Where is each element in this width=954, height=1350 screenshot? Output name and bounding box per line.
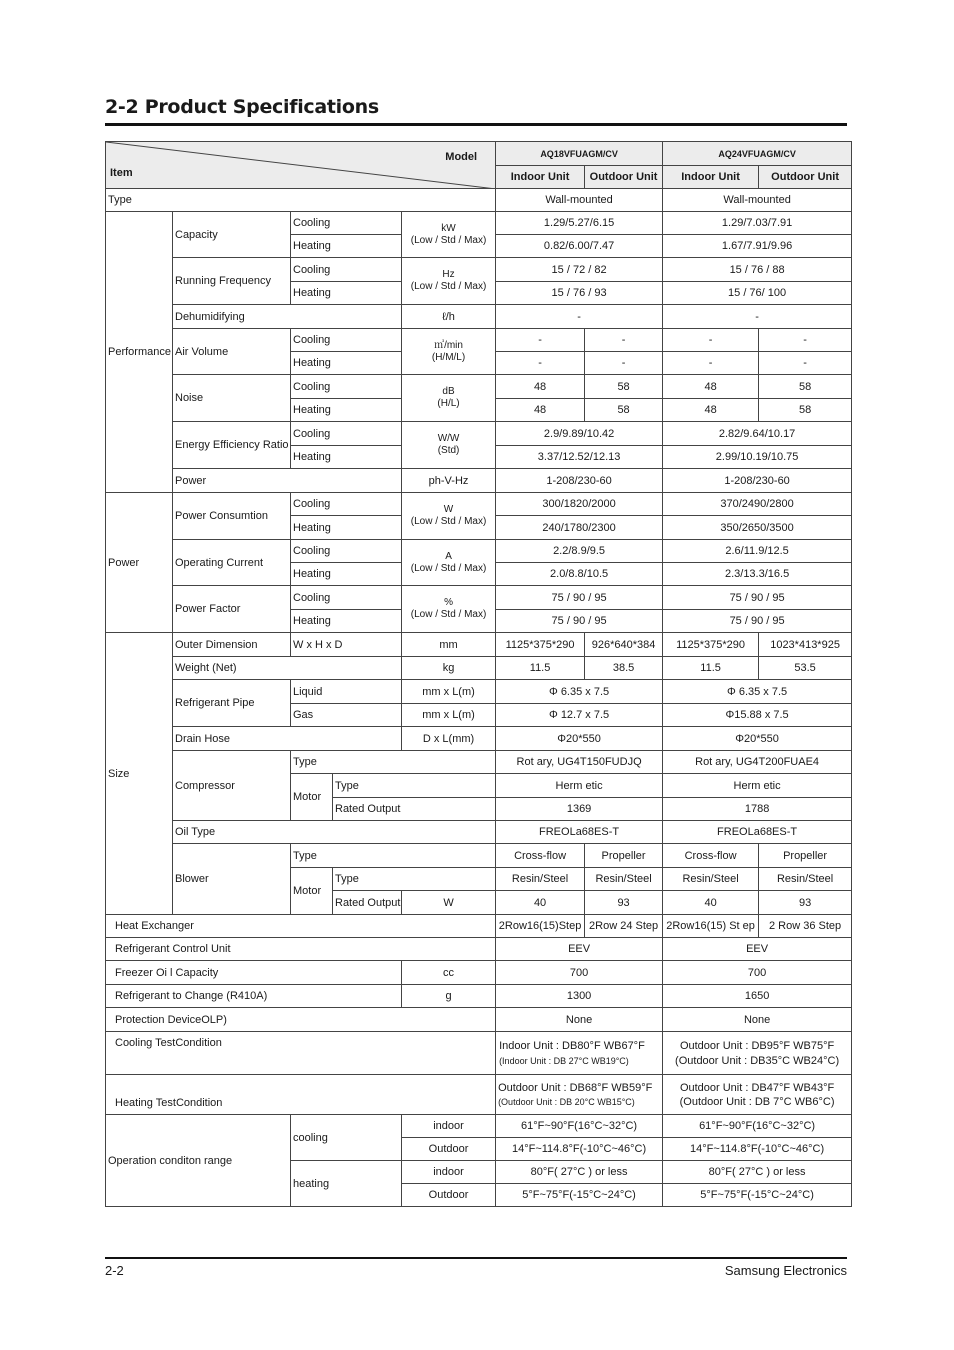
unit-cell — [402, 212, 496, 258]
mode-cooling: Cooling — [291, 375, 402, 399]
unit-sub: (Low / Std / Max) — [410, 562, 487, 574]
cell-value: Rot ary, UG4T150FUDJQ — [496, 751, 663, 774]
cell-value: 300/1820/2000 — [496, 493, 663, 516]
cell-value: 11.5 — [496, 657, 585, 680]
mode-heating: Heating — [291, 399, 402, 422]
unit-text: ph-V-Hz — [402, 469, 496, 493]
cell-value: 93 — [759, 891, 852, 915]
cell-value: - — [663, 305, 852, 329]
unit-text: mm — [402, 633, 496, 657]
unit-sub: (Low / Std / Max) — [410, 234, 487, 246]
unit-cell — [402, 258, 496, 305]
unit-text: ㎥/min — [434, 339, 463, 351]
unit-text: D x L(mm) — [402, 727, 496, 751]
cell-value: Φ20*550 — [663, 727, 852, 751]
mode-heating: Heating — [291, 610, 402, 633]
cell-value: EEV — [496, 938, 663, 961]
unit-text: A — [445, 550, 452, 562]
row-label-air-volume: Air Volume — [173, 329, 291, 375]
unit-sub: (H/M/L) — [431, 351, 466, 363]
unit-sub: (Low / Std / Max) — [410, 516, 487, 527]
cell-value: 1-208/230-60 — [496, 469, 663, 493]
row-sub-gas: Gas — [291, 704, 402, 727]
cell-value: - — [585, 352, 663, 375]
row-sub-indoor: indoor — [402, 1161, 496, 1184]
row-label-dehumidifying: Dehumidifying — [173, 305, 402, 329]
cell-value: 58 — [585, 375, 663, 399]
unit-sub: (Low / Std / Max) — [410, 281, 487, 292]
cell-value: 15 / 72 / 82 — [496, 258, 663, 282]
cell-value: 1788 — [663, 798, 852, 821]
cell-value: 1023*413*925 — [759, 633, 852, 657]
cell-value: 240/1780/2300 — [496, 516, 663, 540]
cell-value: 2.0/8.8/10.5 — [496, 563, 663, 586]
cell-value: 14°F~114.8°F(-10°C~46°C) — [663, 1138, 852, 1161]
unit-cell — [402, 375, 496, 422]
row-sub-outdoor: Outdoor — [402, 1138, 496, 1161]
cell-value: - — [663, 329, 759, 352]
row-sub-liquid: Liquid — [291, 680, 402, 704]
mode-cooling: Cooling — [291, 422, 402, 446]
table-header-item — [106, 142, 496, 189]
cell-value: 53.5 — [759, 657, 852, 680]
unit-sub: (Low / Std / Max) — [410, 609, 487, 620]
row-label-noise: Noise — [173, 375, 291, 422]
cell-value: Outdoor Unit : DB68°F WB59°F — [498, 1081, 653, 1094]
mode-cooling: Cooling — [291, 540, 402, 563]
unit-text: W — [443, 504, 454, 515]
row-label-outer-dimension: Outer Dimension — [173, 633, 291, 657]
cell-value: 1125*375*290 — [663, 633, 759, 657]
cell-value: Indoor Unit : DB80°F WB67°F — [499, 1039, 645, 1052]
row-label-cooling-test: Cooling TestCondition — [106, 1032, 496, 1075]
row-label-operation-range: Operation conditon range — [106, 1115, 291, 1207]
unit-text: mm x L(m) — [402, 680, 496, 704]
cell-value: 2.9/9.89/10.42 — [496, 422, 663, 446]
row-label-refrigerant-pipe: Refrigerant Pipe — [173, 680, 291, 727]
cell-value: Wall-mounted — [496, 189, 663, 212]
row-sub-motor-type: Type — [333, 868, 496, 891]
mode-cooling: Cooling — [291, 329, 402, 352]
row-label-operating-current: Operating Current — [173, 540, 291, 586]
cell-value: 93 — [585, 891, 663, 915]
cell-value: 2 Row 36 Step — [759, 915, 852, 938]
row-label-protection: Protection DeviceOLP) — [106, 1008, 496, 1032]
mode-cooling: Cooling — [291, 212, 402, 235]
cell-value: 80°F( 27°C ) or less — [663, 1161, 852, 1184]
row-label-heat-exchanger: Heat Exchanger — [106, 915, 496, 938]
cell-value: FREOLa68ES-T — [496, 821, 663, 844]
cell-value: 2.6/11.9/12.5 — [663, 540, 852, 563]
unit-text: cc — [402, 961, 496, 985]
spec-table — [105, 141, 852, 1207]
cell-value: 80°F( 27°C ) or less — [496, 1161, 663, 1184]
unit-text: g — [402, 985, 496, 1008]
cell-value: 1369 — [496, 798, 663, 821]
unit-cell — [402, 422, 496, 469]
header-diagonal — [106, 142, 496, 189]
cell-value: 1.29/5.27/6.15 — [496, 212, 663, 235]
cell-value: Cross-flow — [496, 844, 585, 868]
cell-value-sub: (Indoor Unit : DB 27°C WB19°C) — [499, 1055, 629, 1066]
row-sub-cooling: cooling — [291, 1115, 402, 1161]
group-label-power: Power — [106, 493, 173, 633]
outdoor-unit-header: Outdoor Unit — [759, 166, 852, 189]
cell-value: 48 — [663, 399, 759, 422]
cell-value: 700 — [663, 961, 852, 985]
mode-heating: Heating — [291, 516, 402, 540]
cell-value: 15 / 76/ 100 — [663, 282, 852, 305]
cell-value: 48 — [496, 399, 585, 422]
unit-cell — [402, 493, 496, 540]
cell-value: Wall-mounted — [663, 189, 852, 212]
unit-text: W — [402, 891, 496, 915]
cell-value: 1.67/7.91/9.96 — [663, 235, 852, 258]
row-label-blower: Blower — [173, 844, 291, 915]
row-sub-indoor: indoor — [402, 1115, 496, 1138]
cell-value: - — [759, 329, 852, 352]
cell-value: - — [759, 352, 852, 375]
unit-text: kg — [402, 657, 496, 680]
model-label: Model — [445, 151, 478, 163]
cell-value: - — [585, 329, 663, 352]
unit-sub: (Std) — [437, 445, 460, 456]
page-title: 2-2 Product Specifications — [105, 96, 379, 118]
model-2-header: AQ24VFUAGM/CV — [663, 142, 852, 166]
cell-value: Propeller — [759, 844, 852, 868]
row-label-power-consumption: Power Consumtion — [173, 493, 291, 540]
cell-value: 15 / 76 / 88 — [663, 258, 852, 282]
cell-value: Φ20*550 — [496, 727, 663, 751]
row-label-compressor: Compressor — [173, 751, 291, 821]
cell-value: 700 — [496, 961, 663, 985]
row-label-refrigerant-charge: Refrigerant to Change (R410A) — [106, 985, 402, 1008]
cell-value-sub: (Outdoor Unit : DB35°C WB24°C) — [675, 1054, 840, 1067]
cell-value: 75 / 90 / 95 — [663, 586, 852, 610]
group-label-size: Size — [106, 633, 173, 915]
unit-text: % — [444, 597, 453, 608]
row-label-type: Type — [106, 189, 496, 212]
cell-value: 2Row 24 Step — [585, 915, 663, 938]
row-label-heating-test: Heating TestCondition — [106, 1075, 496, 1115]
mode-heating: Heating — [291, 563, 402, 586]
mode-heating: Heating — [291, 446, 402, 469]
cell-value: 58 — [759, 375, 852, 399]
cell-value: Resin/Steel — [663, 868, 759, 891]
cell-value: Resin/Steel — [585, 868, 663, 891]
cell-value: 48 — [663, 375, 759, 399]
cell-value: 2Row16(15)Step — [496, 915, 585, 938]
group-label-performance: Performance — [106, 212, 173, 493]
row-label-power: Power — [173, 469, 402, 493]
cell-value: 58 — [759, 399, 852, 422]
cell-value: - — [496, 352, 585, 375]
unit-cell — [402, 540, 496, 586]
mode-heating: Heating — [291, 235, 402, 258]
mode-cooling: Cooling — [291, 493, 402, 516]
unit-text: W/W — [437, 433, 460, 444]
row-label-weight: Weight (Net) — [173, 657, 402, 680]
row-label-freezer-oil: Freezer Oi l Capacity — [106, 961, 402, 985]
cell-value: 75 / 90 / 95 — [496, 586, 663, 610]
cell-value: 61°F~90°F(16°C~32°C) — [496, 1115, 663, 1138]
cell-value: 40 — [663, 891, 759, 915]
cell-value: 0.82/6.00/7.47 — [496, 235, 663, 258]
cell-value: Outdoor Unit : DB47°F WB43°F — [679, 1081, 835, 1094]
row-label-running-frequency: Running Frequency — [173, 258, 291, 305]
cell-value: Φ 12.7 x 7.5 — [496, 704, 663, 727]
cell-value: 350/2650/3500 — [663, 516, 852, 540]
row-label-oil-type: Oil Type — [173, 821, 496, 844]
cell-value: None — [663, 1008, 852, 1032]
outdoor-unit-header: Outdoor Unit — [585, 166, 663, 189]
unit-cell — [402, 329, 496, 375]
cell-value: 11.5 — [663, 657, 759, 680]
unit-sub: (H/L) — [437, 398, 460, 409]
indoor-unit-header: Indoor Unit — [496, 166, 585, 189]
row-sub-motor: Motor — [291, 774, 333, 821]
mode-cooling: Cooling — [291, 258, 402, 282]
unit-text: kW — [441, 222, 456, 234]
row-sub-type: Type — [291, 751, 496, 774]
unit-text: dB — [442, 386, 455, 397]
cell-value: Resin/Steel — [496, 868, 585, 891]
cell-value: Resin/Steel — [759, 868, 852, 891]
cell-value: 926*640*384 — [585, 633, 663, 657]
row-label-eer: Energy Efficiency Ratio — [173, 422, 291, 469]
title-rule — [105, 123, 847, 126]
cell-value: 38.5 — [585, 657, 663, 680]
cell-value: 2.82/9.64/10.17 — [663, 422, 852, 446]
row-label-power-factor: Power Factor — [173, 586, 291, 633]
mode-heating: Heating — [291, 282, 402, 305]
item-label: Item — [110, 167, 133, 179]
unit-text: mm x L(m) — [402, 704, 496, 727]
cell-value-sub: (Outdoor Unit : DB 7°C WB6°C) — [679, 1095, 835, 1108]
cell-value: - — [496, 305, 663, 329]
cell-value: 1300 — [496, 985, 663, 1008]
cell-value-sub: (Outdoor Unit : DB 20°C WB15°C) — [498, 1096, 635, 1107]
row-sub-rated-output: Rated Output — [333, 798, 496, 821]
cell-value: 2.2/8.9/9.5 — [496, 540, 663, 563]
unit-text: ℓ/h — [402, 305, 496, 329]
row-sub-rated-output: Rated Output — [333, 891, 402, 915]
cell-value: 40 — [496, 891, 585, 915]
cell-value: 58 — [585, 399, 663, 422]
row-sub-type: Type — [291, 844, 496, 868]
indoor-unit-header: Indoor Unit — [663, 166, 759, 189]
cell-value: Herm etic — [496, 774, 663, 798]
company-name: Samsung Electronics — [724, 1263, 847, 1278]
row-sub-motor-type: Type — [333, 774, 496, 798]
cell-value: Φ 6.35 x 7.5 — [663, 680, 852, 704]
cell-value: 5°F~75°F(-15°C~24°C) — [663, 1184, 852, 1207]
cell-value: 75 / 90 / 95 — [496, 610, 663, 633]
cell-value: 75 / 90 / 95 — [663, 610, 852, 633]
page-number: 2-2 — [105, 1263, 124, 1278]
footer-rule — [105, 1257, 847, 1259]
cell-value: Φ 6.35 x 7.5 — [496, 680, 663, 704]
row-sub-heating: heating — [291, 1161, 402, 1207]
cell-value: 1.29/7.03/7.91 — [663, 212, 852, 235]
cell-value: 2.3/13.3/16.5 — [663, 563, 852, 586]
cell-value: - — [496, 329, 585, 352]
cell-value: Rot ary, UG4T200FUAE4 — [663, 751, 852, 774]
row-sub-outdoor: Outdoor — [402, 1184, 496, 1207]
cell-value: 1-208/230-60 — [663, 469, 852, 493]
row-sub-dimension: W x H x D — [291, 633, 402, 657]
row-label-drain-hose: Drain Hose — [173, 727, 402, 751]
mode-cooling: Cooling — [291, 586, 402, 610]
cell-value: 1125*375*290 — [496, 633, 585, 657]
cell-value: 61°F~90°F(16°C~32°C) — [663, 1115, 852, 1138]
cell-value: 3.37/12.52/12.13 — [496, 446, 663, 469]
cell-value: Herm etic — [663, 774, 852, 798]
row-label-refrigerant-control: Refrigerant Control Unit — [106, 938, 496, 961]
cell-value: 48 — [496, 375, 585, 399]
cell-value: 370/2490/2800 — [663, 493, 852, 516]
cell-value: Outdoor Unit : DB95°F WB75°F — [679, 1039, 835, 1052]
cell-value: Propeller — [585, 844, 663, 868]
cell-value: 5°F~75°F(-15°C~24°C) — [496, 1184, 663, 1207]
mode-heating: Heating — [291, 352, 402, 375]
cell-value: Cross-flow — [663, 844, 759, 868]
cell-value: 2Row16(15) St ep — [663, 915, 759, 938]
cell-value: None — [496, 1008, 663, 1032]
row-sub-motor: Motor — [291, 868, 333, 915]
cell-value: Φ15.88 x 7.5 — [663, 704, 852, 727]
unit-cell — [402, 586, 496, 633]
model-1-header: AQ18VFUAGM/CV — [496, 142, 663, 166]
unit-text: Hz — [442, 269, 455, 280]
cell-value: - — [663, 352, 759, 375]
cell-value: EEV — [663, 938, 852, 961]
cell-value: 2.99/10.19/10.75 — [663, 446, 852, 469]
cell-value: 14°F~114.8°F(-10°C~46°C) — [496, 1138, 663, 1161]
row-label-capacity: Capacity — [173, 212, 291, 258]
cell-value: 15 / 76 / 93 — [496, 282, 663, 305]
cell-value: FREOLa68ES-T — [663, 821, 852, 844]
cell-value: 1650 — [663, 985, 852, 1008]
